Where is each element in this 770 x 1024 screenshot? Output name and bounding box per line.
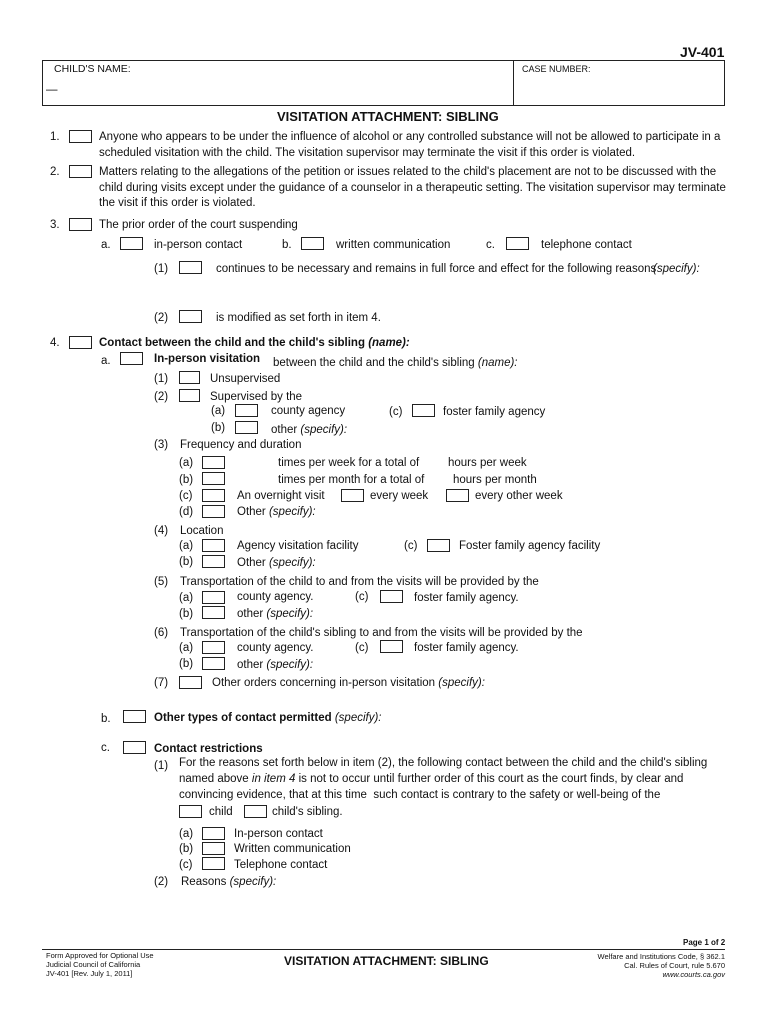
item4a4c-label: (c) (404, 540, 418, 552)
case-number-label: CASE NUMBER: (522, 64, 591, 74)
item4-number: 4. (50, 337, 60, 349)
item4a3c-text: An overnight visit (237, 490, 325, 502)
item4a6a-text: county agency. (237, 642, 314, 654)
item4c1c-checkbox[interactable] (202, 857, 225, 870)
item4-checkbox[interactable] (69, 336, 92, 349)
footer-left-2: Judicial Council of California (46, 960, 141, 969)
item4c1-child-checkbox[interactable] (179, 805, 202, 818)
item4c2-text-main: Reasons (181, 876, 227, 888)
item4a2c-checkbox[interactable] (412, 404, 435, 417)
item4a5a-checkbox[interactable] (202, 591, 225, 604)
child-name-label: CHILD'S NAME: (54, 63, 131, 75)
child-name-dash: — (46, 84, 58, 96)
item4c1b-checkbox[interactable] (202, 842, 225, 855)
item1-checkbox[interactable] (69, 130, 92, 143)
item4a2b-label: (b) (211, 422, 226, 434)
item4a3c-every-week: every week (370, 490, 429, 502)
item4a2c-text: foster family agency (443, 406, 546, 418)
item4b-label: b. (101, 713, 111, 725)
item4a3c-checkbox[interactable] (202, 489, 225, 502)
page-title: VISITATION ATTACHMENT: SIBLING (277, 109, 499, 124)
item4a5-text: Transportation of the child to and from the visits will be provided by the (180, 576, 539, 588)
item4a7-checkbox[interactable] (179, 676, 202, 689)
item3a-text: in-person contact (154, 239, 243, 251)
item4a4c-checkbox[interactable] (427, 539, 450, 552)
item4a4b-label: (b) (179, 556, 194, 568)
item4a1-checkbox[interactable] (179, 371, 200, 384)
item4a-text-name: (name): (477, 357, 518, 369)
item4c1-label: (1) (154, 760, 169, 772)
item2-number: 2. (50, 166, 60, 178)
item4a6a-checkbox[interactable] (202, 641, 225, 654)
item4a4a-checkbox[interactable] (202, 539, 225, 552)
item4a2b-text-main: other (271, 424, 298, 436)
item4c1-line3-a: convincing evidence, that at this time (179, 789, 367, 801)
item4a2a-label: (a) (211, 405, 226, 417)
item4a4b-text (237, 557, 316, 570)
item4a-text (273, 357, 518, 370)
item4a6c-checkbox[interactable] (380, 640, 403, 653)
item3b-checkbox[interactable] (301, 237, 324, 250)
item4a5a-label: (a) (179, 592, 194, 604)
item4c1-sibling-checkbox[interactable] (244, 805, 267, 818)
item3-2-text: is modified as set forth in item 4. (216, 312, 381, 324)
footer-left-3: JV-401 [Rev. July 1, 2011] (46, 969, 133, 978)
item4a6c-label: (c) (355, 642, 369, 654)
item3b-text: written communication (336, 239, 451, 251)
item4a2c-label: (c) (389, 406, 403, 418)
item4a4b-specify: (specify): (268, 557, 316, 569)
item4a3d-text-main: Other (237, 506, 266, 518)
item4a4c-text: Foster family agency facility (459, 540, 601, 552)
header-box (42, 60, 725, 106)
page-number: Page 1 of 2 (683, 938, 726, 947)
item3-1-label: (1) (154, 263, 169, 275)
item4a4a-text: Agency visitation facility (237, 540, 359, 552)
item4c1-line1: For the reasons set forth below in item (2), the following contact between the child and the child's sibling (179, 757, 708, 769)
item4a2b-specify: (specify): (300, 424, 348, 436)
item1-number: 1. (50, 131, 60, 143)
item4a-checkbox[interactable] (120, 352, 143, 365)
item4c-title: Contact restrictions (154, 743, 263, 755)
item4c1a-label: (a) (179, 828, 194, 840)
item4a6b-specify: (specify): (266, 659, 314, 671)
item4c1-line2 (179, 773, 683, 786)
item4-heading-name: (name): (368, 337, 410, 349)
item4a4a-label: (a) (179, 540, 194, 552)
item4c2-specify: (specify): (229, 876, 277, 888)
item4b-specify: (specify): (334, 712, 382, 724)
item4a3b-checkbox[interactable] (202, 472, 225, 485)
item4c1c-text: Telephone contact (234, 859, 328, 871)
form-id: JV-401 (680, 44, 725, 60)
item4a3d-label: (d) (179, 506, 194, 518)
item4a-title: In-person visitation (154, 353, 261, 365)
item3c-text: telephone contact (541, 239, 632, 251)
item4a5-label: (5) (154, 576, 169, 588)
item4c-label: c. (101, 742, 110, 754)
footer-right-2: Cal. Rules of Court, rule 5.670 (624, 961, 725, 970)
item2-checkbox[interactable] (69, 165, 92, 178)
item4a3b-text: times per month for a total of (278, 474, 425, 486)
item4a6b-text (237, 659, 313, 672)
item3-2-checkbox[interactable] (179, 310, 202, 323)
item3-number: 3. (50, 219, 60, 231)
item4a5c-label: (c) (355, 591, 369, 603)
item4a3d-checkbox[interactable] (202, 505, 225, 518)
item1-text-line1: Anyone who appears to be under the influence of alcohol or any controlled substance will not be allowed to participate in a (99, 131, 721, 143)
item4a5b-label: (b) (179, 608, 194, 620)
item4a5b-specify: (specify): (266, 608, 314, 620)
item4a5b-text-main: other (237, 608, 264, 620)
item4a4-label: (4) (154, 525, 169, 537)
item4a3-text: Frequency and duration (180, 439, 302, 451)
item3-1-specify: (specify): (653, 263, 700, 275)
item4-heading-text: Contact between the child and the child's sibling (99, 337, 365, 349)
item4a6b-label: (b) (179, 658, 194, 670)
item4a3-label: (3) (154, 439, 169, 451)
item4a2a-text: county agency (271, 405, 346, 417)
item3-2-label: (2) (154, 312, 169, 324)
item3b-label: b. (282, 239, 292, 251)
item4a2b-checkbox[interactable] (235, 421, 258, 434)
item3c-checkbox[interactable] (506, 237, 529, 250)
item4c1-child: child (209, 806, 233, 818)
item4a1-text: Unsupervised (210, 373, 281, 385)
item4a4b-checkbox[interactable] (202, 555, 225, 568)
item4c1-line3 (179, 789, 660, 802)
item4-heading (99, 337, 410, 350)
item4b-title: Other types of contact permitted (154, 712, 332, 724)
footer-right-1: Welfare and Institutions Code, § 362.1 (597, 952, 725, 961)
item4a6-label: (6) (154, 627, 169, 639)
item4a3a-label: (a) (179, 457, 194, 469)
item4a5b-text (237, 608, 313, 621)
item4a3a-checkbox[interactable] (202, 456, 225, 469)
item4c2-label: (2) (154, 876, 169, 888)
item4a5c-text: foster family agency. (414, 592, 519, 604)
case-number-divider (513, 60, 514, 106)
item4a-text-main: between the child and the child's sibling (273, 357, 475, 369)
item4a3c-every-other-week-checkbox[interactable] (446, 489, 469, 502)
item4a7-label: (7) (154, 677, 169, 689)
item4a7-specify: (specify): (438, 677, 485, 689)
item4a2-text: Supervised by the (210, 391, 303, 403)
item4a2b-text (271, 424, 347, 437)
item3-text: The prior order of the court suspending (99, 219, 298, 231)
item4a2-label: (2) (154, 391, 169, 403)
item4c1-sibling: child's sibling. (272, 806, 343, 818)
item4a6a-label: (a) (179, 642, 194, 654)
item3-checkbox[interactable] (69, 218, 92, 231)
item4a6c-text: foster family agency. (414, 642, 519, 654)
item4c-checkbox[interactable] (123, 741, 146, 754)
item4a6b-checkbox[interactable] (202, 657, 225, 670)
item3c-label: c. (486, 239, 495, 251)
item2-text-line1: Matters relating to the allegations of the petition or issues related to the child's placement are not to be discussed with the (99, 166, 717, 178)
item4a7-text-main: Other orders concerning in-person visitation (212, 677, 436, 689)
item1-text-line2: scheduled visitation with the child. The visitation supervisor may terminate the visit if this order is violated. (99, 147, 636, 159)
footer-title: VISITATION ATTACHMENT: SIBLING (284, 954, 489, 968)
item4c1-line3-b: such contact is contrary to the safety or well-being of the (373, 789, 661, 801)
item4a3a-text: times per week for a total of (278, 457, 420, 469)
item4a4-text: Location (180, 525, 224, 537)
item3-1-text: continues to be necessary and remains in full force and effect for the following reasons (216, 263, 657, 275)
item4a2-checkbox[interactable] (179, 389, 200, 402)
item4b-text (154, 712, 382, 725)
item4c1b-label: (b) (179, 843, 194, 855)
item4a3c-every-week-checkbox[interactable] (341, 489, 364, 502)
item4a3b-label: (b) (179, 474, 194, 486)
item4c1c-label: (c) (179, 859, 193, 871)
item4c1a-checkbox[interactable] (202, 827, 225, 840)
footer-divider (42, 949, 725, 950)
item3a-checkbox[interactable] (120, 237, 143, 250)
item4a6b-text-main: other (237, 659, 264, 671)
item4a7-text (212, 677, 485, 690)
item4a3d-specify: (specify): (268, 506, 316, 518)
item4a5a-text: county agency. (237, 591, 314, 603)
item4a3b-unit: hours per month (453, 474, 537, 486)
item4c1-line2-b: in item 4 (251, 773, 296, 785)
item4a3a-unit: hours per week (448, 457, 527, 469)
item4c1b-text: Written communication (234, 843, 351, 855)
item4c2-text (181, 876, 276, 889)
footer-left-1: Form Approved for Optional Use (46, 951, 154, 960)
item4c1a-text: In-person contact (234, 828, 323, 840)
item4a5c-checkbox[interactable] (380, 590, 403, 603)
item4a3c-label: (c) (179, 490, 193, 502)
item4c1-line2-a: named above (179, 773, 249, 785)
item4a2a-checkbox[interactable] (235, 404, 258, 417)
item4a3c-every-other-week: every other week (475, 490, 563, 502)
item2-text-line2: child during visits except under the guidance of a counselor in a therapeutic setting. The visitation supervisor may terminate (99, 182, 726, 194)
item3-1-checkbox[interactable] (179, 261, 202, 274)
item4a6-text: Transportation of the child's sibling to and from the visits will be provided by the (180, 627, 583, 639)
item4a3d-text (237, 506, 316, 519)
item4a-label: a. (101, 355, 111, 367)
footer-right-3[interactable]: www.courts.ca.gov (662, 970, 725, 979)
item2-text-line3: the visit if this order is violated. (99, 197, 256, 209)
item4c1-line2-c: is not to occur until further order of this court as the court finds, by clear and (298, 773, 684, 785)
item4a1-label: (1) (154, 373, 169, 385)
item3a-label: a. (101, 239, 111, 251)
item4a5b-checkbox[interactable] (202, 606, 225, 619)
item4a4b-text-main: Other (237, 557, 266, 569)
item4b-checkbox[interactable] (123, 710, 146, 723)
